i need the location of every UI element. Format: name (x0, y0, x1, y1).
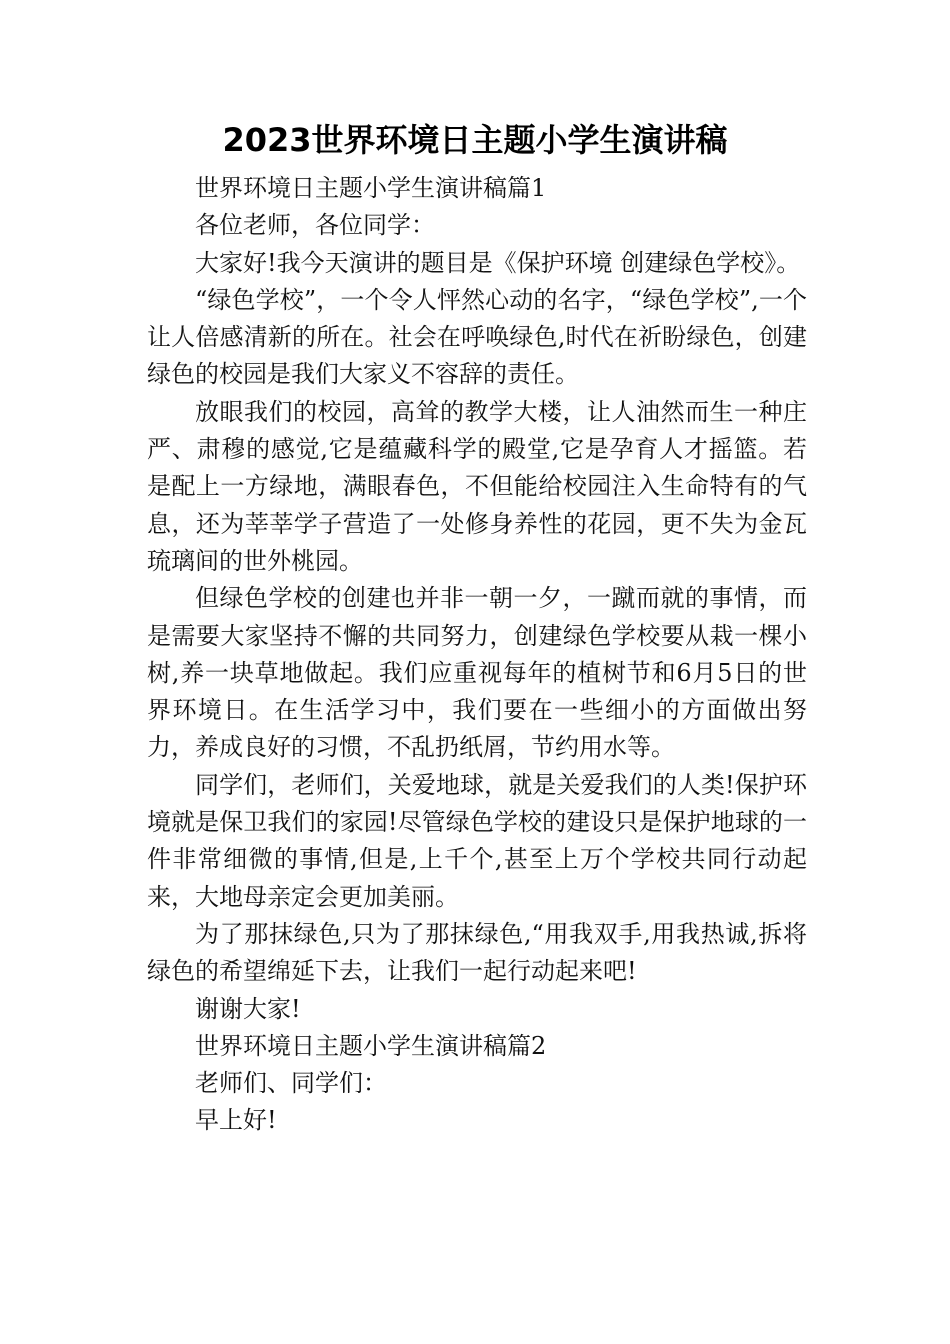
paragraph-body: 但绿色学校的创建也并非一朝一夕，一蹴而就的事情，而是需要大家坚持不懈的共同努力，创建绿色学校要从栽一棵小树,养一块草地做起。我们应重视每年的植树节和6月5日的世界环境日。在生活学习中，我们要在一些细小的方面做出努力，养成良好的习惯，不乱扔纸屑，节约用水等。 (147, 584, 807, 762)
paragraph-salutation-1: 各位老师，各位同学： (195, 211, 435, 240)
paragraph-body: 放眼我们的校园，高耸的教学大楼，让人油然而生一种庄严、肃穆的感觉,它是蕴藏科学的殿堂,它是孕育人才摇篮。若是配上一方绿地，满眼春色，不但能给校园注入生命特有的气息，还为莘莘学子营造了一处修身养性的花园，更不失为金瓦琉璃间的世外桃园。 (147, 397, 807, 575)
paragraph-section-heading-2: 世界环境日主题小学生演讲稿篇2 (195, 1031, 547, 1060)
paragraph-body: “绿色学校”，一个令人怦然心动的名字，“绿色学校”,一个让人倍感清新的所在。社会在呼唤绿色,时代在祈盼绿色，创建绿色的校园是我们大家义不容辞的责任。 (147, 285, 807, 389)
paragraph-greeting-1: 大家好!我今天演讲的题目是《保护环境 创建绿色学校》。 (195, 248, 801, 277)
document-title: 2023世界环境日主题小学生演讲稿 (222, 121, 728, 159)
paragraph-greeting-2: 早上好! (195, 1106, 277, 1135)
paragraph-body: 为了那抹绿色,只为了那抹绿色,“用我双手,用我热诚,拆将绿色的希望绵延下去，让我们一起行动起来吧! (147, 919, 807, 986)
paragraph-salutation-2: 老师们、同学们： (195, 1069, 387, 1098)
paragraph-section-heading-1: 世界环境日主题小学生演讲稿篇1 (195, 174, 547, 202)
paragraph-body: 同学们，老师们，关爱地球，就是关爱我们的人类!保护环境就是保卫我们的家园!尽管绿色学校的建设只是保护地球的一件非常细微的事情,但是,上千个,甚至上万个学校共同行动起来，大地母亲定会更加美丽。 (147, 770, 807, 911)
document-body (147, 170, 807, 1140)
paragraph-closing: 谢谢大家! (195, 994, 301, 1023)
